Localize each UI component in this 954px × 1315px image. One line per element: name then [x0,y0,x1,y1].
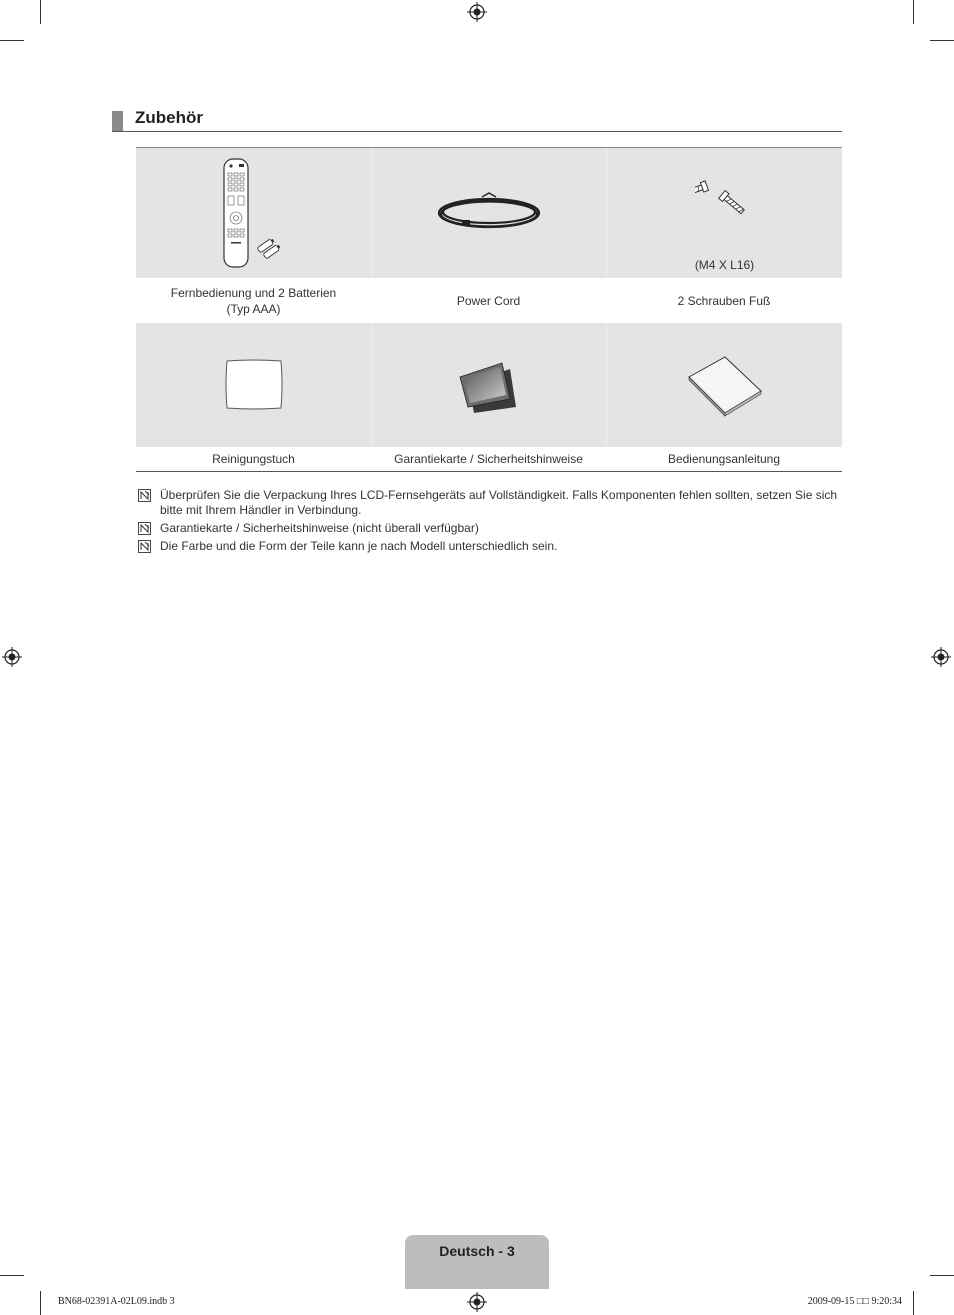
table-label-row [136,447,842,471]
table-label-row [136,278,842,323]
crop-mark [930,1275,954,1276]
cord-image-cell [372,148,607,278]
manual-image-cell [607,323,842,447]
section-divider [112,131,842,132]
crop-mark [40,0,41,24]
registration-mark-icon [2,647,22,667]
screw-spec-label: (M4 X L16) [694,258,755,272]
registration-mark-icon [931,647,951,667]
card-image-cell [372,323,607,447]
remote-label-line-1: Fernbedienung und 2 Batterien [170,285,337,300]
card-label: Garantiekarte / Sicherheitshinweise [394,452,583,466]
remote-label [136,278,371,323]
remote-image-cell [136,148,372,278]
screw-icon [695,179,755,229]
cord-label: Power Cord [456,293,521,308]
cloth-label: Reinigungstuch [212,452,295,466]
crop-mark [913,1291,914,1315]
manual-label: Bedienungsanleitung [667,452,781,466]
page-number-tab [405,1235,549,1289]
remote-control-icon [219,156,289,271]
power-cord-icon [434,188,544,238]
cloth-image-cell [136,323,372,447]
note-text: Die Farbe und die Form der Teile kann je nach Modell unterschiedlich sein. [160,539,558,553]
table-image-row [136,323,842,447]
note-icon [138,540,151,553]
section-marker [112,111,123,131]
screw-image-cell [607,148,842,278]
notes-list [138,488,838,557]
cleaning-cloth-icon [223,357,285,413]
crop-mark [40,1291,41,1315]
crop-mark [930,40,954,41]
table-image-row [136,148,842,278]
note-icon [138,489,151,502]
crop-mark [0,1275,24,1276]
note-item [138,521,838,536]
registration-mark-icon [467,2,487,22]
crop-mark [913,0,914,24]
note-item [138,539,838,554]
timestamp-label: 2009-09-15 □□ 9:20:34 [807,1296,902,1307]
note-text: Überprüfen Sie die Verpackung Ihres LCD-Fernsehgeräts auf Vollständigkeit. Falls Komponenten fehlen sollten, setzen Sie sich bitte mit Ihrem Händler in Verbindung. [160,488,838,517]
accessories-table [136,147,842,472]
registration-mark-icon [467,1292,487,1312]
page-number-label: Deutsch - 3 [439,1243,515,1259]
section-title: Zubehör [135,108,203,127]
remote-label-line-2: (Typ AAA) [226,301,281,316]
note-text: Garantiekarte / Sicherheitshinweise (nicht überall verfügbar) [160,521,479,535]
warranty-card-icon [454,355,524,415]
screw-label: 2 Schrauben Fuß [677,293,771,308]
manual-book-icon [685,353,765,417]
crop-mark [0,40,24,41]
file-name-label: BN68-02391A-02L09.indb 3 [58,1296,175,1307]
note-item [138,488,838,518]
table-bottom-rule [136,471,842,472]
note-icon [138,522,151,535]
